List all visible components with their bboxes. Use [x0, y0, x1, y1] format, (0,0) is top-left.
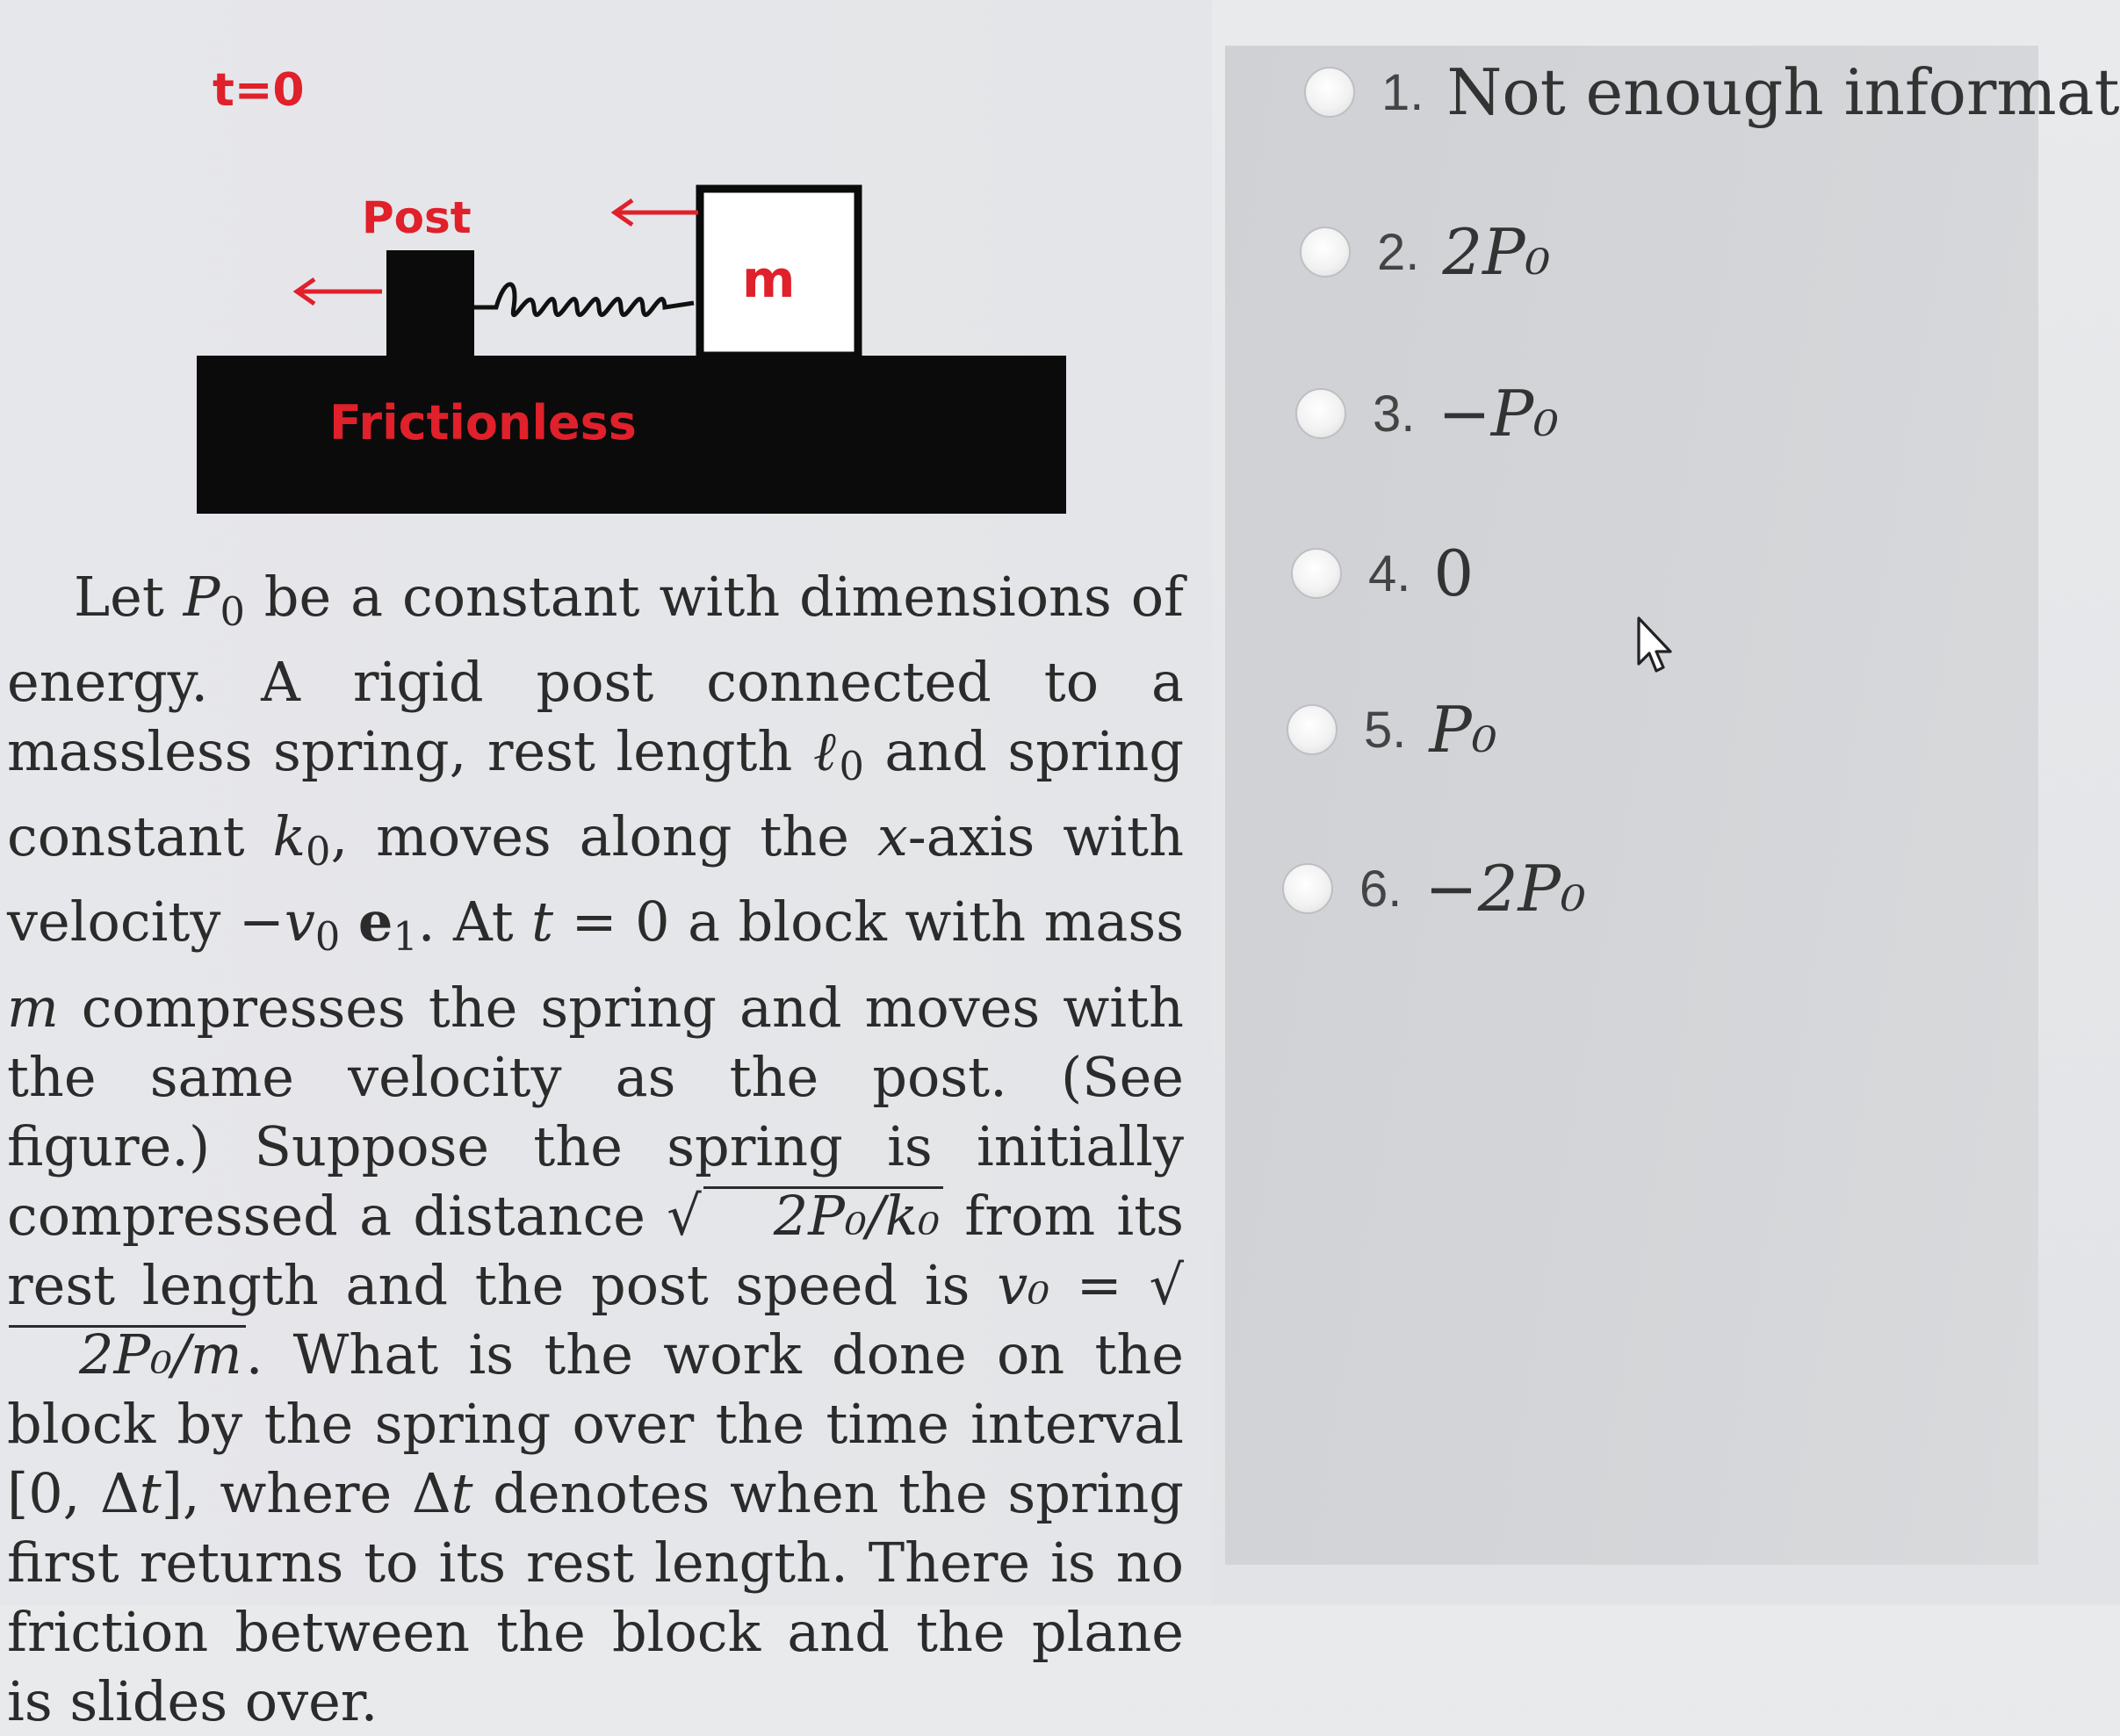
block-velocity-arrow: [615, 200, 698, 225]
answer-option-1[interactable]: [1304, 44, 2120, 140]
time-label: t=0: [213, 64, 305, 117]
spring-block-figure: [158, 53, 1089, 527]
sqrt-compression: 2P₀/k₀: [703, 1186, 943, 1243]
answer-option-3[interactable]: [1295, 365, 1559, 462]
radio-button[interactable]: [1304, 67, 1355, 118]
option-number: 6.: [1359, 860, 1403, 918]
radio-button[interactable]: [1291, 548, 1342, 599]
option-number: 1.: [1381, 63, 1424, 121]
question-text: [7, 562, 1184, 1736]
mouse-pointer-icon: [1635, 615, 1677, 676]
radio-button[interactable]: [1300, 227, 1351, 277]
answer-option-2[interactable]: [1300, 204, 1551, 300]
surface-label: Frictionless: [329, 395, 637, 450]
option-number: 5.: [1364, 701, 1407, 759]
radio-button[interactable]: [1282, 863, 1333, 914]
question-paragraph: Let $P_0$ be a constant with dimensions of energy. A rigid post connected to a massless spring, rest length ℓ$_0$ and spring constant $k_0$, moves along the x-axis with velocity $-v_0$ $e_1$. At t = 0 a block with mass m compresses the spring and moves with the same velocity as the post. (See figure.) Suppose the spring is initially compressed a distance √ 2P₀/k₀ from its rest length and the post speed is v₀ = √2P₀/m. What is the work done on the block by the spring over the time interval [0, Δt], where Δt denotes when the spring first returns to its rest length. There is no friction between the block and the plane is slides over.: [7, 565, 1185, 1733]
post-label: Post: [362, 192, 472, 243]
option-text: P₀: [1429, 693, 1497, 767]
sqrt-speed: 2P₀/m: [9, 1325, 246, 1382]
post-velocity-arrow: [297, 279, 382, 304]
answers-panel: [1225, 46, 2120, 1565]
radio-button[interactable]: [1287, 704, 1338, 755]
post-shape: [386, 250, 474, 360]
figure-svg: [158, 53, 1089, 527]
answer-option-6[interactable]: [1282, 840, 1586, 937]
option-number: 2.: [1377, 223, 1420, 281]
option-number: 4.: [1368, 544, 1411, 602]
mass-label: m: [742, 249, 796, 309]
option-text: 2P₀: [1442, 215, 1551, 289]
spring-shape: [474, 285, 694, 315]
answer-option-4[interactable]: [1291, 525, 1474, 622]
option-text: −2P₀: [1424, 852, 1586, 926]
option-number: 3.: [1373, 385, 1416, 443]
option-text: 0: [1433, 537, 1475, 610]
answer-option-5[interactable]: [1287, 681, 1497, 778]
option-text: −P₀: [1438, 377, 1560, 450]
option-text: Not enough informat: [1446, 55, 2120, 129]
radio-button[interactable]: [1295, 388, 1346, 439]
